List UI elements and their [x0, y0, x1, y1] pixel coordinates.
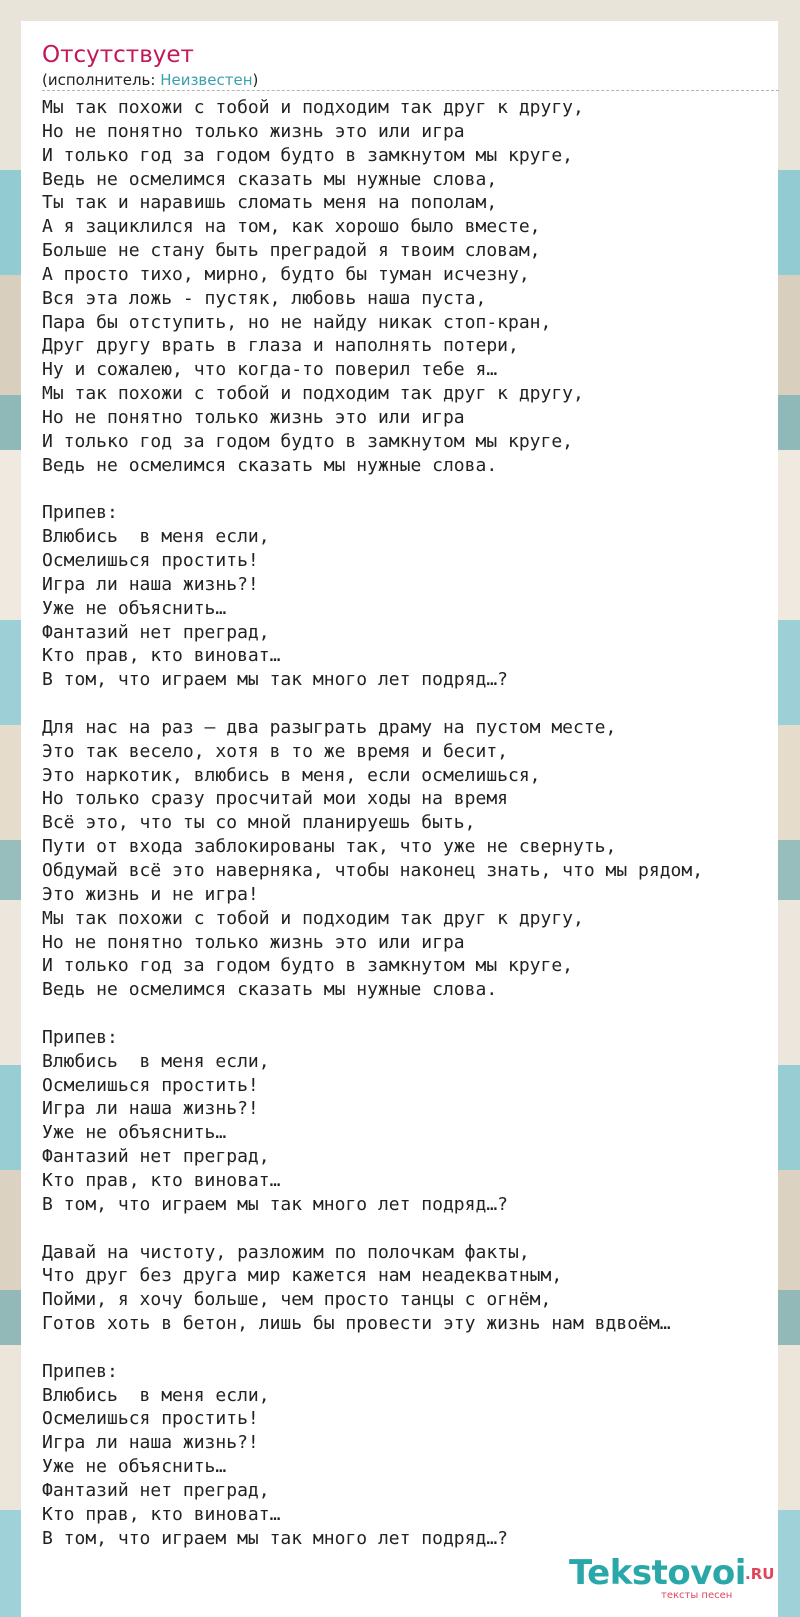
song-artist-line	[42, 71, 258, 89]
artist-link[interactable]: Неизвестен	[160, 71, 253, 89]
logo-tagline: тексты песен	[661, 1590, 733, 1601]
artist-suffix: )	[252, 71, 259, 89]
logo-tld: .RU	[745, 1565, 775, 1583]
lyrics-card	[21, 21, 778, 1617]
artist-prefix: (исполнитель:	[42, 71, 161, 89]
site-logo[interactable]	[569, 1553, 774, 1613]
lyrics-text: Мы так похожи с тобой и подходим так друг к другу, Но не понятно только жизнь это или игра И только год за годом будто в замкнутом мы круге, Ведь не осмелимся сказать мы нужные слова, Ты так и наравишь сломать меня на пополам, А я зациклился на том, как хорошо было вместе, Больше не стану быть преградой я твоим словам, А просто тихо, мирно, будто бы туман исчезну, Вся эта ложь - пустяк, любовь наша пуста, Пара бы отступить, но не найду никак стоп-кран, Друг другу врать в глаза и наполнять потери, Ну и сожалею, что когда-то поверил тебе я… Мы так похожи с тобой и подходим так друг к другу, Но не понятно только жизнь это или игра И только год за годом будто в замкнутом мы круге, Ведь не осмелимся сказать мы нужные слова. Припев: Влюбись в меня если, Осмелишься простить! Игра ли наша жизнь?! Уже не объяснить… Фантазий нет преград, Кто прав, кто виноват… В том, что играем мы так много лет подряд…? Для нас на раз – два разыграть драму на пустом месте, Это так весело, хотя в то же время и бесит, Это наркотик, влюбись в меня, если осмелишься, Но только сразу просчитай мои ходы на время Всё это, что ты со мной планируешь быть, Пути от входа заблокированы так, что уже не свернуть, Обдумай всё это наверняка, чтобы наконец знать, что мы рядом, Это жизнь и не игра! Мы так похожи с тобой и подходим так друг к другу, Но не понятно только жизнь это или игра И только год за годом будто в замкнутом мы круге, Ведь не осмелимся сказать мы нужные слова. Припев: Влюбись в меня если, Осмелишься простить! Игра ли наша жизнь?! Уже не объяснить… Фантазий нет преград, Кто прав, кто виноват… В том, что играем мы так много лет подряд…? Давай на чистоту, разложим по полочкам факты, Что друг без друга мир кажется нам неадекватным, Пойми, я хочу больше, чем просто танцы с огнём, Готов хоть в бетон, лишь бы провести эту жизнь нам вдвоём… Припев: Влюбись в меня если, Осмелишься простить! Игра ли наша жизнь?! Уже не объяснить… Фантазий нет преград, Кто прав, кто виноват… В том, что играем мы так много лет подряд…?	[42, 97, 704, 1549]
song-title: Отсутствует	[42, 42, 194, 68]
logo-name: Tekstovoi	[569, 1553, 746, 1593]
header-divider	[42, 90, 779, 91]
